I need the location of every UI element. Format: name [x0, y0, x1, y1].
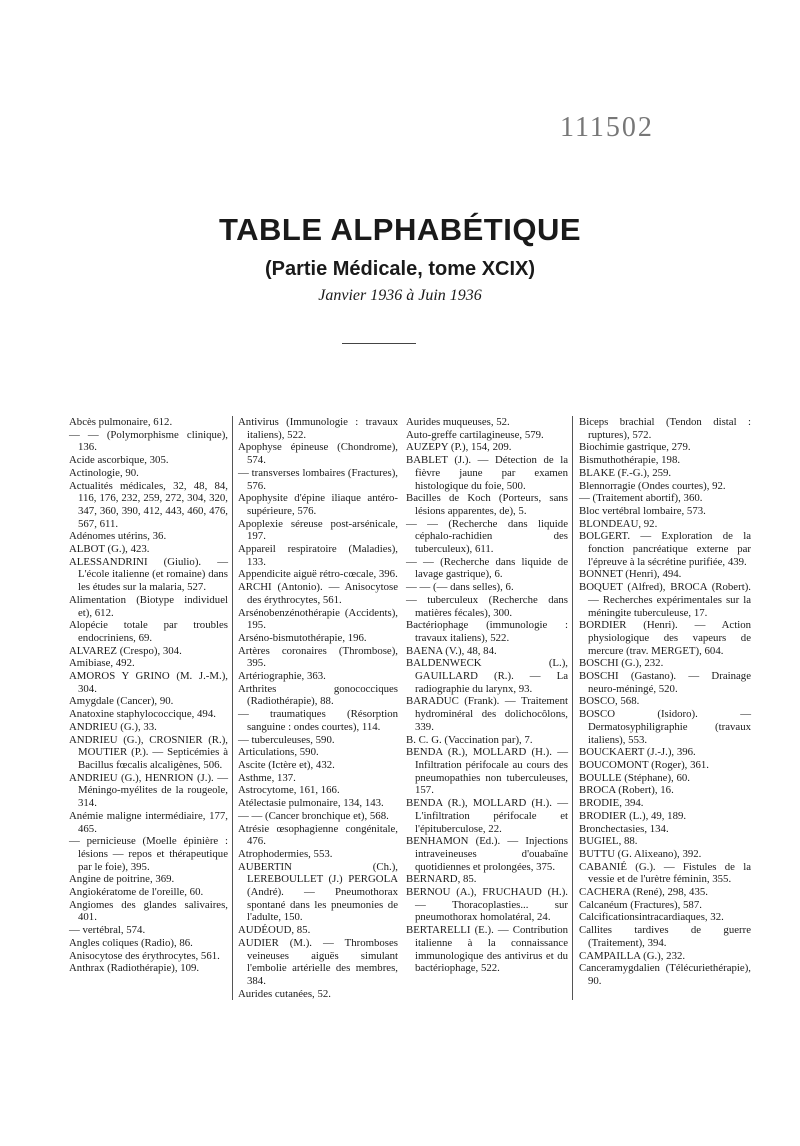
- index-entry: BOSCHI (Gastano). — Drainage neuro-méningé, 520.: [579, 670, 751, 695]
- index-entry: BENHAMON (Ed.). — Injections intraveineuses d'ouabaïne quotidiennes et prolongées, 375.: [406, 835, 568, 873]
- index-entry: AUDÉOUD, 85.: [238, 924, 311, 937]
- index-entry: Angiokératome de l'oreille, 60.: [69, 886, 204, 899]
- index-entry: Angine de poitrine, 369.: [69, 873, 175, 886]
- index-entry: Artériographie, 363.: [238, 670, 326, 683]
- index-entry: Actinologie, 90.: [69, 466, 139, 479]
- index-entry: — — (— dans selles), 6.: [406, 581, 514, 594]
- index-entry: Angiomes des glandes salivaires, 401.: [69, 898, 228, 924]
- index-entry: ALVAREZ (Crespo), 304.: [69, 644, 182, 657]
- index-entry: BAENA (V.), 48, 84.: [406, 644, 497, 657]
- index-entry: Ascite (Ictère et), 432.: [238, 758, 335, 771]
- index-entry: Anisocytose des érythrocytes, 561.: [69, 949, 220, 962]
- index-entry: BRODIER (L.), 49, 189.: [579, 809, 687, 822]
- title-divider: [342, 343, 416, 344]
- index-entry: — vertébral, 574.: [69, 924, 146, 937]
- date-range: Janvier 1936 à Juin 1936: [318, 287, 482, 304]
- index-column-1: [65, 416, 232, 1000]
- index-entry: Arsénobenzénothérapie (Accidents), 195.: [238, 606, 398, 632]
- index-entry: BOLGERT. — Exploration de la fonction pancréatique externe par l'épreuve à la sécrétine purifiée, 439.: [579, 530, 751, 568]
- index-entry: AUBERTIN (Ch.), LEREBOULLET (J.) PERGOLA (André). — Pneumothorax spontané dans les pneumonies de l'adulte, 150.: [238, 860, 398, 924]
- index-entry: Atrésie œsophagienne congénitale, 476.: [238, 822, 398, 848]
- index-entry: Apophysite d'épine iliaque antéro-supérieure, 576.: [238, 492, 398, 517]
- index-entry: Articulations, 590.: [238, 746, 319, 759]
- index-entry: Aurides cutanées, 52.: [238, 987, 331, 1000]
- index-entry: BOSCO (Isidoro). — Dermatosyphiligraphie (travaux italiens), 553.: [579, 708, 751, 746]
- index-entry: — — (Cancer bronchique et), 568.: [238, 809, 389, 822]
- index-entry: Appendicite aiguë rétro-cœcale, 396.: [238, 568, 398, 581]
- index-entry: Arthrites gonococciques (Radiothérapie), 88.: [238, 682, 398, 708]
- index-entry: Bronchectasies, 134.: [579, 822, 669, 835]
- index-entry: Abcès pulmonaire, 612.: [69, 416, 173, 428]
- archive-stamp-number: 111502: [560, 112, 654, 143]
- index-entry: ANDRIEU (G.), 33.: [69, 720, 157, 733]
- index-column-2: [232, 416, 402, 1000]
- index-entry: Aurides muqueuses, 52.: [406, 416, 510, 428]
- index-entry: Arséno-bismutothérapie, 196.: [238, 631, 367, 644]
- index-entry: Asthme, 137.: [238, 771, 296, 784]
- index-entry: Alimentation (Biotype individuel et), 612.: [69, 593, 228, 619]
- index-entry: Callites tardives de guerre (Traitement), 394.: [579, 924, 751, 949]
- index-entry: ANDRIEU (G.), HENRION (J.). — Méningo-myélites de la rougeole, 314.: [69, 771, 228, 810]
- index-entry: ANDRIEU (G.), CROSNIER (R.), MOUTIER (P.). — Septicémies à Bacillus fœcalis alcaligènes, 506.: [69, 733, 228, 771]
- index-entry: Amibiase, 492.: [69, 657, 135, 670]
- index-entry: BERNOU (A.), FRUCHAUD (H.). — Thoracoplasties... sur pneumothorax homolatéral, 24.: [406, 886, 568, 924]
- index-entry: Angles coliques (Radio), 86.: [69, 936, 193, 949]
- index-entry: Apophyse épineuse (Chondrome), 574.: [238, 441, 398, 467]
- index-entry: BLAKE (F.-G.), 259.: [579, 466, 672, 479]
- index-entry: BARADUC (Frank). — Traitement hydrominéral des dolichocôlons, 339.: [406, 695, 568, 733]
- page-title: TABLE ALPHABÉTIQUE: [218, 212, 582, 247]
- index-entry: BOSCO, 568.: [579, 695, 640, 708]
- index-entry: — — (Polymorphisme clinique), 136.: [69, 428, 228, 454]
- index-entry: BABLET (J.). — Détection de la fièvre jaune par examen histologique du foie, 500.: [406, 454, 568, 492]
- index-entry: Calcificationsintracardiaques, 32.: [579, 911, 724, 924]
- index-entry: BALDENWECK (L.), GAUILLARD (R.). — La radiographie du larynx, 93.: [406, 657, 568, 695]
- index-entry: Bloc vertébral lombaire, 573.: [579, 504, 706, 517]
- index-entry: — transverses lombaires (Fractures), 576.: [238, 466, 398, 492]
- index-columns: [65, 416, 755, 1000]
- index-entry: Atrophodermies, 553.: [238, 847, 333, 860]
- index-entry: Adénomes utérins, 36.: [69, 530, 167, 543]
- index-entry: Astrocytome, 161, 166.: [238, 784, 340, 797]
- index-entry: Blennorragie (Ondes courtes), 92.: [579, 479, 726, 492]
- index-column-3: [402, 416, 572, 1000]
- index-entry: Anatoxine staphylococcique, 494.: [69, 708, 216, 721]
- index-entry: AUZEPY (P.), 154, 209.: [406, 441, 512, 454]
- index-entry: BRODIE, 394.: [579, 797, 644, 810]
- index-entry: AUDIER (M.). — Thromboses veineuses aiguës simulant l'embolie artérielle des membres, 384.: [238, 936, 398, 987]
- index-entry: — (Traitement abortif), 360.: [579, 492, 703, 505]
- index-entry: CAMPAILLA (G.), 232.: [579, 949, 686, 962]
- index-entry: Apoplexie séreuse post-arsénicale, 197.: [238, 517, 398, 543]
- index-entry: — — (Recherche dans liquide céphalo-rachidien des tuberculeux), 611.: [406, 517, 568, 556]
- index-column-4: [572, 416, 755, 1000]
- index-entry: BENDA (R.), MOLLARD (H.). — L'infiltration périfocale et l'épituberculose, 22.: [406, 797, 568, 835]
- index-entry: — pernicieuse (Moelle épinière : lésions — repos et thérapeutique par le foie), 395.: [69, 835, 228, 873]
- index-entry: AMOROS Y GRINO (M. J.-M.), 304.: [69, 670, 228, 695]
- index-entry: BORDIER (Henri). — Action physiologique des vapeurs de mercure (trav. MERGET), 604.: [579, 619, 751, 657]
- index-entry: Amygdale (Cancer), 90.: [69, 695, 174, 708]
- index-entry: Anémie maligne intermédiaire, 177, 465.: [69, 809, 228, 835]
- index-entry: Actualités médicales, 32, 48, 84, 116, 176, 232, 259, 272, 304, 320, 347, 360, 390, 412, 443, 460, 476, 567, 611.: [69, 479, 228, 530]
- index-entry: BOUCKAERT (J.-J.), 396.: [579, 746, 696, 759]
- index-entry: Auto-greffe cartilagineuse, 579.: [406, 428, 544, 441]
- index-entry: BOULLE (Stéphane), 60.: [579, 771, 690, 784]
- index-entry: — — (Recherche dans liquide de lavage gastrique), 6.: [406, 555, 568, 581]
- index-entry: BERTARELLI (E.). — Contribution italienne à la connaissance immunologique des antivirus et du bactériophage, 522.: [406, 924, 568, 975]
- index-entry: Bacilles de Koch (Porteurs, sans lésions apparentes, de), 5.: [406, 492, 568, 517]
- index-entry: — tuberculeuses, 590.: [238, 733, 335, 746]
- index-entry: BLONDEAU, 92.: [579, 517, 658, 530]
- index-entry: Bactériophage (immunologie : travaux italiens), 522.: [406, 619, 568, 644]
- index-entry: Atélectasie pulmonaire, 134, 143.: [238, 797, 384, 810]
- index-entry: CABANIÉ (G.). — Fistules de la vessie et de l'urètre féminin, 355.: [579, 860, 751, 886]
- index-entry: ALESSANDRINI (Giulio). — L'école italienne (et romaine) dans les études sur la malaria, 527.: [69, 555, 228, 594]
- index-entry: ARCHI (Antonio). — Anisocytose des érythrocytes, 561.: [238, 581, 398, 606]
- index-entry: BENDA (R.), MOLLARD (H.). — Infiltration périfocale au cours des pneumopathies non tuberculeuses, 157.: [406, 746, 568, 797]
- page-subtitle: (Partie Médicale, tome XCIX): [264, 258, 536, 280]
- index-entry: BERNARD, 85.: [406, 873, 477, 886]
- index-entry: Bismuthothérapie, 198.: [579, 454, 681, 467]
- index-entry: BROCA (Robert), 16.: [579, 784, 674, 797]
- index-entry: Acide ascorbique, 305.: [69, 454, 169, 467]
- index-entry: BOQUET (Alfred), BROCA (Robert). — Recherches expérimentales sur la méningite tuberculeuse, 17.: [579, 581, 751, 619]
- index-entry: ALBOT (G.), 423.: [69, 543, 150, 556]
- index-entry: Biceps brachial (Tendon distal : ruptures), 572.: [579, 416, 751, 441]
- index-entry: — tuberculeux (Recherche dans matières fécales), 300.: [406, 593, 568, 619]
- index-entry: Biochimie gastrique, 279.: [579, 441, 691, 454]
- index-entry: Canceramygdalien (Télécuriethérapie), 90.: [579, 962, 751, 987]
- index-entry: Alopécie totale par troubles endocriniens, 69.: [69, 619, 228, 644]
- index-entry: Appareil respiratoire (Maladies), 133.: [238, 543, 398, 568]
- index-entry: BUTTU (G. Alixeano), 392.: [579, 847, 702, 860]
- index-entry: BONNET (Henri), 494.: [579, 568, 682, 581]
- index-entry: Anthrax (Radiothérapie), 109.: [69, 962, 200, 975]
- index-entry: Calcanéum (Fractures), 587.: [579, 898, 702, 911]
- index-entry: Antivirus (Immunologie : travaux italiens), 522.: [238, 416, 398, 441]
- index-entry: BUGIEL, 88.: [579, 835, 638, 848]
- index-entry: BOUCOMONT (Roger), 361.: [579, 758, 709, 771]
- index-entry: — traumatiques (Résorption sanguine : ondes courtes), 114.: [238, 708, 398, 733]
- index-entry: BOSCHI (G.), 232.: [579, 657, 664, 670]
- index-entry: Artères coronaires (Thrombose), 395.: [238, 644, 398, 670]
- index-entry: B. C. G. (Vaccination par), 7.: [406, 733, 533, 746]
- index-entry: CACHERA (René), 298, 435.: [579, 886, 708, 899]
